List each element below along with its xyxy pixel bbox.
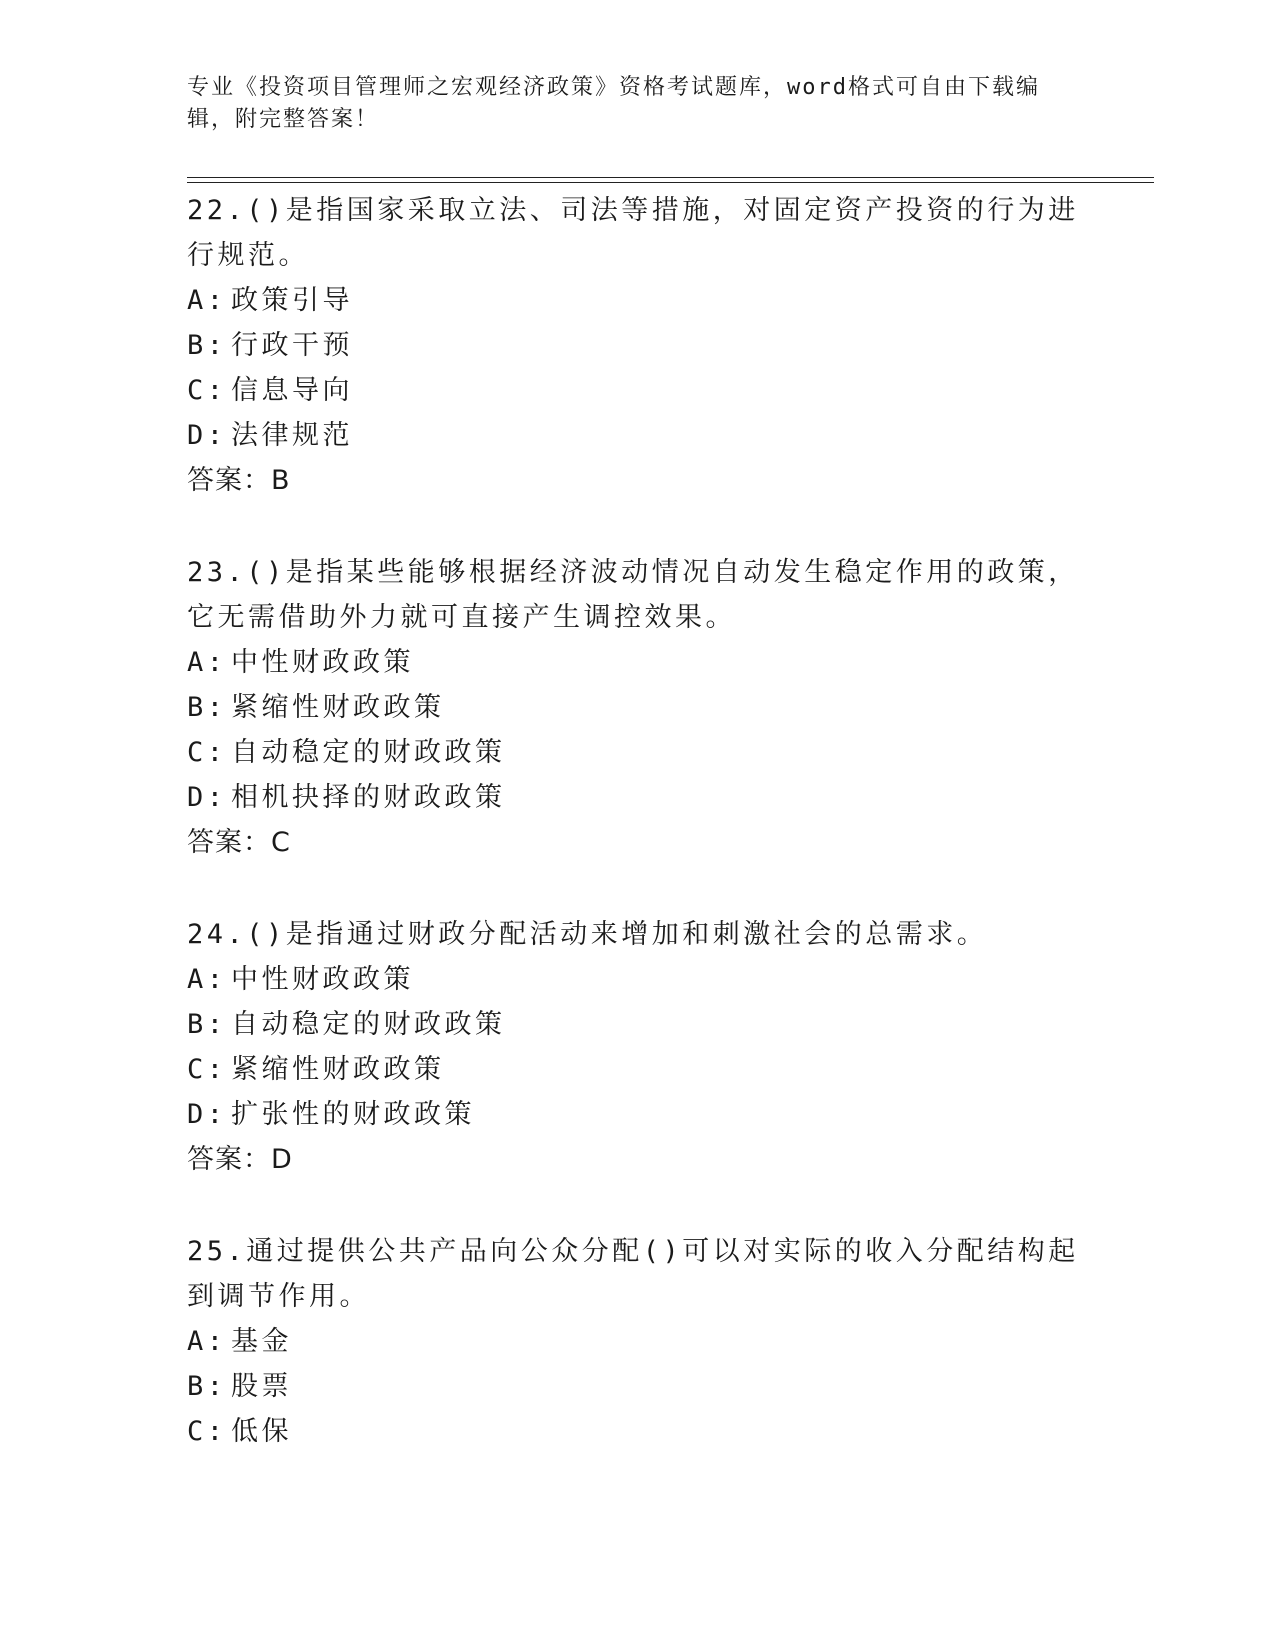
- question-22: [187, 188, 1087, 504]
- question-number: 24.: [187, 919, 247, 950]
- option-a: [187, 957, 1087, 1002]
- answer: 答案：B: [187, 465, 291, 496]
- option-text: 基金: [231, 1326, 292, 1357]
- option-label: A:: [187, 1326, 227, 1357]
- option-label: B:: [187, 1009, 227, 1040]
- question-stem: 通过提供公共产品向公众分配()可以对实际的收入分配结构起到调节作用。: [187, 1236, 1079, 1312]
- option-label: D:: [187, 420, 227, 451]
- option-b: [187, 685, 1087, 730]
- question-text: [187, 550, 1087, 640]
- question-text: [187, 912, 1087, 957]
- question-list: [187, 188, 1087, 1500]
- question-stem: ()是指国家采取立法、司法等措施，对固定资产投资的行为进行规范。: [187, 195, 1079, 271]
- option-label: B:: [187, 1371, 227, 1402]
- option-text: 中性财政政策: [231, 964, 414, 995]
- option-text: 紧缩性财政政策: [231, 1054, 445, 1085]
- header-rule-top: [187, 177, 1154, 178]
- answer: 答案：C: [187, 827, 291, 858]
- option-d: [187, 1092, 1087, 1137]
- question-stem: ()是指通过财政分配活动来增加和刺激社会的总需求。: [246, 919, 988, 950]
- option-c: [187, 1047, 1087, 1092]
- question-number: 25.: [187, 1236, 247, 1267]
- option-text: 自动稳定的财政政策: [231, 1009, 506, 1040]
- question-text: [187, 1229, 1087, 1319]
- question-number: 22.: [187, 195, 247, 226]
- option-a: [187, 278, 1087, 323]
- option-label: D:: [187, 1099, 227, 1130]
- option-d: [187, 775, 1087, 820]
- header-rule-bottom: [187, 182, 1154, 183]
- option-text: 股票: [231, 1371, 292, 1402]
- document-header: 专业《投资项目管理师之宏观经济政策》资格考试题库，word格式可自由下载编辑，附完整答案！: [187, 75, 1040, 132]
- option-text: 中性财政政策: [231, 647, 414, 678]
- option-label: A:: [187, 964, 227, 995]
- option-label: B:: [187, 692, 227, 723]
- question-23: [187, 550, 1087, 866]
- option-a: [187, 1319, 1087, 1364]
- option-b: [187, 1364, 1087, 1409]
- option-d: [187, 413, 1087, 458]
- option-text: 政策引导: [231, 285, 353, 316]
- option-text: 相机抉择的财政政策: [231, 782, 506, 813]
- option-b: [187, 323, 1087, 368]
- option-text: 低保: [231, 1416, 292, 1447]
- option-label: A:: [187, 647, 227, 678]
- option-label: C:: [187, 1054, 227, 1085]
- option-label: C:: [187, 375, 227, 406]
- question-text: [187, 188, 1087, 278]
- question-stem: ()是指某些能够根据经济波动情况自动发生稳定作用的政策，它无需借助外力就可直接产生调控效果。: [187, 557, 1079, 633]
- option-c: [187, 368, 1087, 413]
- option-text: 法律规范: [231, 420, 353, 451]
- option-c: [187, 730, 1087, 775]
- question-25: [187, 1229, 1087, 1454]
- option-text: 扩张性的财政政策: [231, 1099, 475, 1130]
- answer: 答案：D: [187, 1144, 293, 1175]
- option-label: C:: [187, 737, 227, 768]
- option-label: A:: [187, 285, 227, 316]
- question-number: 23.: [187, 557, 247, 588]
- option-label: C:: [187, 1416, 227, 1447]
- option-text: 自动稳定的财政政策: [231, 737, 506, 768]
- option-text: 信息导向: [231, 375, 353, 406]
- option-label: D:: [187, 782, 227, 813]
- option-c: [187, 1409, 1087, 1454]
- option-text: 行政干预: [231, 330, 353, 361]
- option-a: [187, 640, 1087, 685]
- option-text: 紧缩性财政政策: [231, 692, 445, 723]
- question-24: [187, 912, 1087, 1183]
- option-b: [187, 1002, 1087, 1047]
- option-label: B:: [187, 330, 227, 361]
